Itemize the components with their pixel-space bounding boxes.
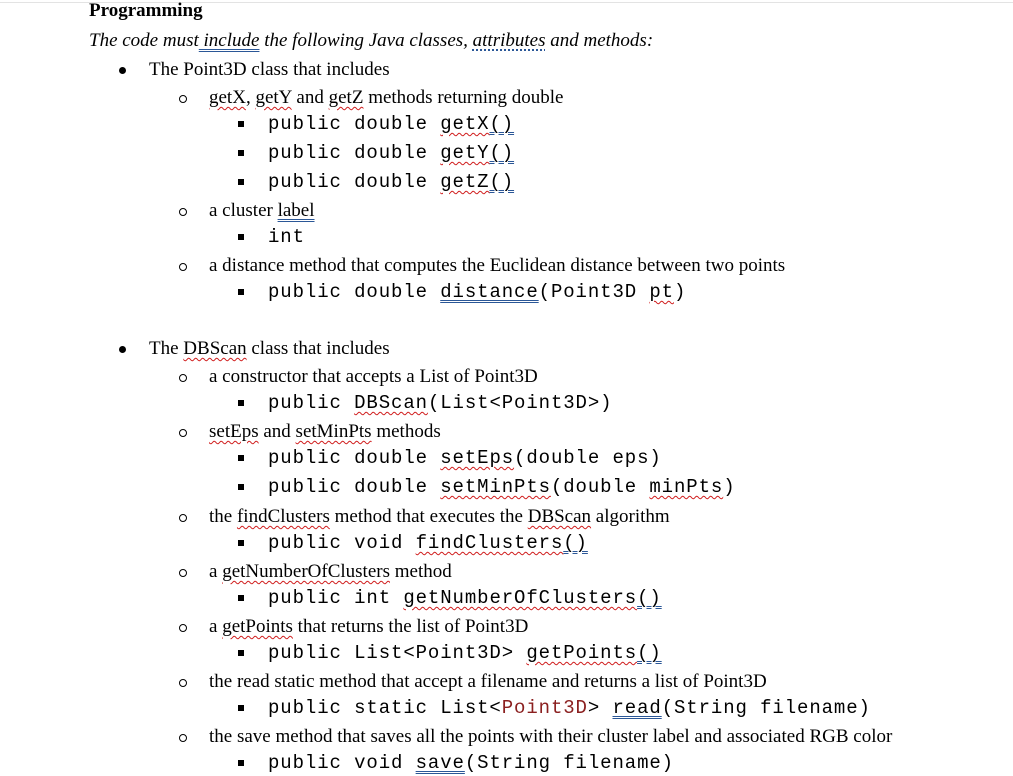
code-text: public double [268,281,441,303]
item-text: method [390,561,452,582]
item-text: findClusters [236,506,330,527]
code-signature-save [238,752,674,774]
square-bullet-icon [238,179,244,185]
item-text: getNumberOfClusters [222,561,390,582]
square-bullet-icon [238,650,244,656]
code-signature-seteps [238,447,662,469]
code-text: (List<Point3D>) [427,392,613,414]
code-text: int [268,226,305,248]
code-text: getNumberOfClusters [403,587,638,609]
code-text: () [489,171,515,193]
section-heading: Programming [89,0,203,21]
item-text: getX [209,87,246,108]
code-text: () [563,532,588,554]
intro-text: include [198,30,260,51]
code-text: (double eps) [514,447,662,469]
code-signature-distance [238,281,686,303]
sublist-item-distance [179,255,785,277]
code-text: setMinPts [440,476,551,498]
item-text: DBScan [527,506,592,527]
code-text: () [637,587,662,609]
circle-bullet-icon [179,514,187,522]
code-text: public static List< [268,697,502,719]
item-text: setMinPts [295,421,372,442]
circle-bullet-icon [179,429,187,437]
code-text: findClusters [415,532,564,554]
item-text: , [245,87,256,108]
circle-bullet-icon [179,374,187,382]
code-text: () [489,142,515,164]
code-text: getPoints [526,642,638,664]
item-text: getZ [328,87,364,108]
code-signature-getz [238,171,514,193]
code-text: public double [268,171,441,193]
item-text: setEps [209,421,259,442]
item-text: method that executes the [329,506,528,527]
intro-text: The code must [89,30,199,51]
code-text: public double [268,113,441,135]
list-item-point3d [119,59,390,81]
item-text: a distance method that computes the Euclidean distance between two points [209,255,786,276]
code-text: setEps [440,447,515,469]
code-signature-getpoints [238,642,662,664]
intro-text: attributes [472,30,546,51]
item-text: label [277,200,315,221]
sublist-item-getnumberofclusters [179,561,452,583]
circle-bullet-icon [179,569,187,577]
square-bullet-icon [238,455,244,461]
sublist-item-read [179,671,767,693]
square-bullet-icon [238,484,244,490]
sublist-item-save [179,726,892,748]
code-text: distance [440,281,539,303]
bullet-icon [119,67,126,74]
circle-bullet-icon [179,679,187,687]
item-text: class that includes [246,338,390,359]
sublist-item-getters [179,87,563,109]
sublist-item-setters [179,421,441,443]
circle-bullet-icon [179,95,187,103]
item-text: methods returning double [363,87,564,108]
code-text: pt [649,281,674,303]
code-signature-read [238,697,871,719]
code-text: (String filename) [661,697,871,719]
code-signature-setminpts [238,476,736,498]
square-bullet-icon [238,234,244,240]
square-bullet-icon [238,121,244,127]
code-text: public void [268,532,416,554]
code-text: public double [268,142,441,164]
square-bullet-icon [238,760,244,766]
code-text: save [415,752,465,774]
item-text: a cluster [209,200,278,221]
item-text: DBScan [183,338,247,359]
sublist-item-constructor [179,366,538,388]
item-text: The Point3D class that includes [149,59,390,80]
code-signature-getnumberofclusters [238,587,662,609]
square-bullet-icon [238,150,244,156]
item-text: getPoints [222,616,293,637]
code-signature-int [238,226,305,248]
item-text: that returns the list of Point3D [292,616,529,637]
item-text: and [258,421,296,442]
code-text: public int [268,587,404,609]
square-bullet-icon [238,705,244,711]
intro-text: and methods: [545,30,654,51]
item-text: methods [371,421,441,442]
code-text: minPts [649,476,724,498]
square-bullet-icon [238,289,244,295]
code-text: public void [268,752,416,774]
code-signature-gety [238,142,514,164]
item-text: The [149,338,184,359]
code-text: (double [550,476,650,498]
code-text: public List<Point3D> [268,642,527,664]
code-text: () [489,113,515,135]
item-text: the [209,506,237,527]
item-text: a [209,616,223,637]
code-text: public double [268,447,441,469]
code-text: getY [440,142,490,164]
intro-text: the following Java classes, [259,30,473,51]
code-text: getZ [440,171,490,193]
item-text: the save method that saves all the points with their cluster label and associated RGB color [209,726,893,747]
code-text: public double [268,476,441,498]
item-text: and [291,87,329,108]
item-text: algorithm [591,506,670,527]
square-bullet-icon [238,540,244,546]
sublist-item-label [179,200,315,222]
bullet-icon [119,346,126,353]
square-bullet-icon [238,595,244,601]
item-text: a constructor that accepts a List of Point3D [209,366,538,387]
code-text: (Point3D [538,281,650,303]
list-item-dbscan [119,338,390,360]
code-text: ) [723,476,736,498]
code-text: Point3D [501,697,588,719]
intro-paragraph [89,30,653,52]
item-text: getY [255,87,292,108]
code-signature-constructor [238,392,612,414]
code-text: ) [673,281,687,303]
circle-bullet-icon [179,208,187,216]
code-text: > [587,697,613,719]
code-text: (String filename) [464,752,674,774]
code-text: DBScan [354,392,428,414]
item-text: the read static method that accept a filename and returns a list of Point3D [209,671,767,692]
item-text: a [209,561,223,582]
sublist-item-findclusters [179,506,670,528]
code-text: getX [440,113,490,135]
square-bullet-icon [238,400,244,406]
circle-bullet-icon [179,624,187,632]
sublist-item-getpoints [179,616,528,638]
code-text: read [612,697,662,719]
code-text: public [268,392,355,414]
code-signature-findclusters [238,532,588,554]
code-text: () [637,642,662,664]
circle-bullet-icon [179,263,187,271]
circle-bullet-icon [179,734,187,742]
code-signature-getx [238,113,514,135]
